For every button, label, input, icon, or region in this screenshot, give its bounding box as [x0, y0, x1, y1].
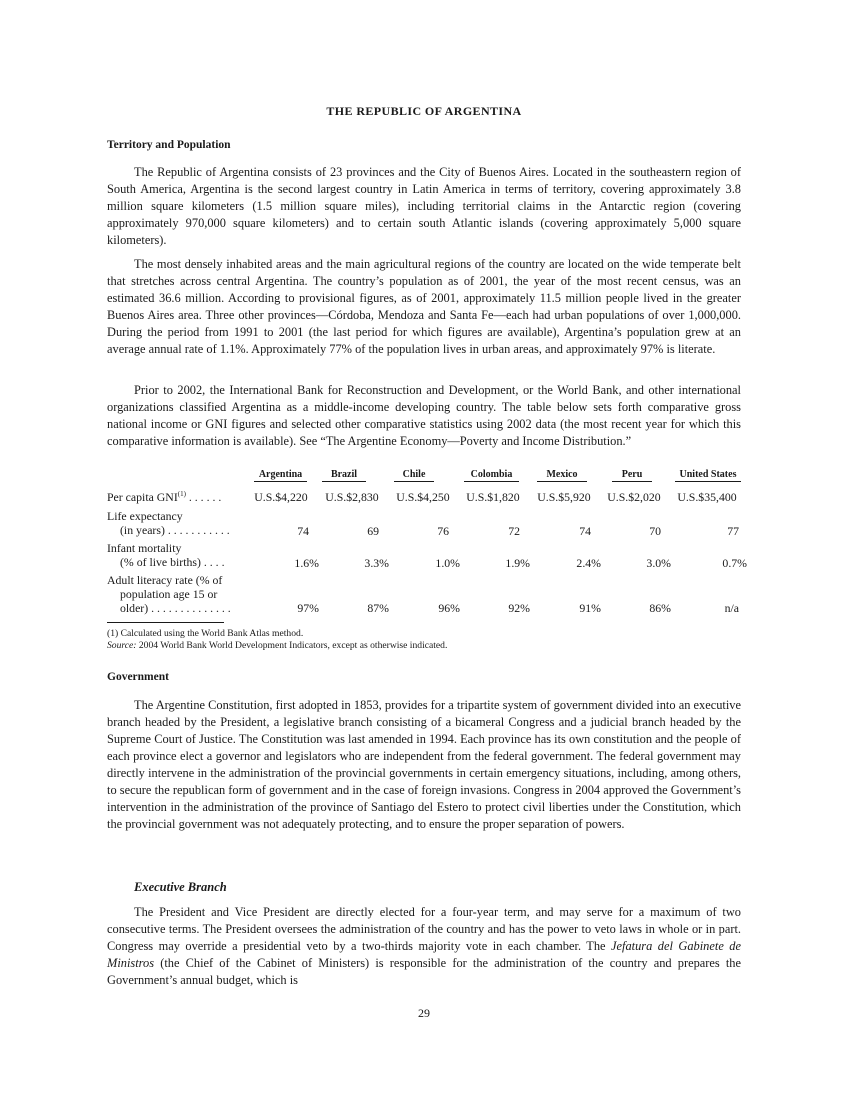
table-cell: 1.9% — [505, 556, 530, 570]
table-cell: 69 — [367, 524, 379, 538]
table-cell: 1.6% — [294, 556, 319, 570]
table-cell: 76 — [437, 524, 449, 538]
footnote-divider — [107, 622, 224, 623]
executive-paragraph-1: The President and Vice President are directly elected for a four-year term, and may serve for a maximum of two consecutive terms. The President oversees the administration of the country and has the power to veto laws in whole or in part. Congress may override a presidential veto by a two-thirds majority vote in each chamber. The Jefatura del Gabinete de Ministros (the Chief of the Cabinet of Ministers) is responsible for the administration of the country and prepares the Government’s annual budget, which is — [107, 905, 741, 987]
table-cell: 87% — [367, 601, 389, 615]
column-header-brazil: Brazil — [322, 469, 366, 482]
document-title: THE REPUBLIC OF ARGENTINA — [326, 104, 522, 118]
territory-paragraph-1: The Republic of Argentina consists of 23 provinces and the City of Buenos Aires. Located in the southeastern region of South America, Argentina is the second largest country in Latin America in terms of territory, covering approximately 3.8 million square kilometers (1.5 million square miles), including territorial claims in the Antarctic region (covering approximately 970,000 square kilometers) and to certain south Atlantic islands (covering approximately 5,000 square kilometers). — [107, 165, 741, 247]
table-cell: U.S.$5,920 — [537, 490, 591, 504]
row-label-adult-literacy: Adult literacy rate (% of population age 15 or older) . . . . . . . . . . . . . . — [107, 573, 231, 615]
table-source-note: Source: 2004 World Bank World Development Indicators, except as otherwise indicated. — [107, 640, 448, 651]
table-cell: U.S.$2,830 — [325, 490, 379, 504]
government-paragraph-1: The Argentine Constitution, first adopted in 1853, provides for a tripartite system of government divided into an executive branch headed by the President, a legislative branch consisting of a bicameral Congress and a judicial branch headed by the Supreme Court of Justice. The Constitution was last amended in 1994. Each province has its own constitution and the people of each province elect a governor and legislators who are independent from the federal government. The federal government may directly intervene in the administration of the provincial governments in certain emergency situations, including, among others, to secure the republican form of government and in the case of foreign invasions. Congress in 2004 approved the Government’s intervention in the administration of the province of Santiago del Estero to protect civil liberties under the Constitution, which the provincial government was not adequately protecting, and to ensure the proper separation of powers. — [107, 698, 741, 831]
column-header-argentina: Argentina — [254, 469, 307, 482]
table-cell: U.S.$4,220 — [254, 490, 308, 504]
table-cell: 92% — [508, 601, 530, 615]
column-header-colombia: Colombia — [464, 469, 519, 482]
table-cell: 1.0% — [435, 556, 460, 570]
table-cell: 2.4% — [576, 556, 601, 570]
row-label-infant-mortality: Infant mortality (% of live births) . . . . — [107, 541, 225, 569]
table-cell: U.S.$35,400 — [677, 490, 737, 504]
table-cell: 77 — [727, 524, 739, 538]
table-cell: U.S.$2,020 — [607, 490, 661, 504]
table-cell: 70 — [649, 524, 661, 538]
row-label-per-capita-gni: Per capita GNI$^{(1)}$ . . . . . . — [107, 490, 222, 504]
section-heading-territory: Territory and Population — [107, 139, 231, 151]
table-footnote: (1) Calculated using the World Bank Atlas method. — [107, 628, 304, 639]
table-cell: 0.7% — [722, 556, 747, 570]
table-cell: 96% — [438, 601, 460, 615]
table-cell: 91% — [579, 601, 601, 615]
page-number: 29 — [418, 1006, 430, 1020]
table-cell: 3.3% — [364, 556, 389, 570]
table-cell: 86% — [649, 601, 671, 615]
column-header-chile: Chile — [394, 469, 434, 482]
row-label-life-expectancy: Life expectancy (in years) . . . . . . . . . . . — [107, 509, 230, 537]
table-cell: 3.0% — [646, 556, 671, 570]
column-header-peru: Peru — [612, 469, 652, 482]
column-header-mexico: Mexico — [537, 469, 587, 482]
table-cell: 72 — [508, 524, 520, 538]
subsection-heading-executive: Executive Branch — [134, 880, 227, 894]
table-cell: U.S.$4,250 — [396, 490, 450, 504]
table-cell: 74 — [297, 524, 309, 538]
territory-paragraph-2: The most densely inhabited areas and the main agricultural regions of the country are located on the wide temperate belt that stretches across central Argentina. The country’s population as of 2001, the year of the most recent census, was an estimated 36.6 million. According to provisional figures, as of 2001, approximately 11.5 million people lived in the greater Buenos Aires area. Three other provinces—Córdoba, Mendoza and Santa Fe—each had urban populations of over 1,000,000. During the period from 1991 to 2001 (the last period for which figures are available), Argentina’s population grew at an average annual rate of 1.1%. Approximately 77% of the population lives in urban areas, and approximately 97% is literate. — [107, 257, 741, 356]
column-header-united-states: United States — [675, 469, 741, 482]
table-cell: 97% — [297, 601, 319, 615]
table-cell: U.S.$1,820 — [466, 490, 520, 504]
table-cell: 74 — [579, 524, 591, 538]
territory-paragraph-3: Prior to 2002, the International Bank for Reconstruction and Development, or the World Bank, and other international organizations classified Argentina as a middle-income developing country. The table below sets forth comparative gross national income or GNI figures and selected other comparative statistics using 2002 data (the most recent year for which this comparative information is available). See “The Argentine Economy—Poverty and Income Distribution.” — [107, 383, 741, 448]
section-heading-government: Government — [107, 671, 169, 683]
table-cell: n/a — [724, 601, 739, 615]
